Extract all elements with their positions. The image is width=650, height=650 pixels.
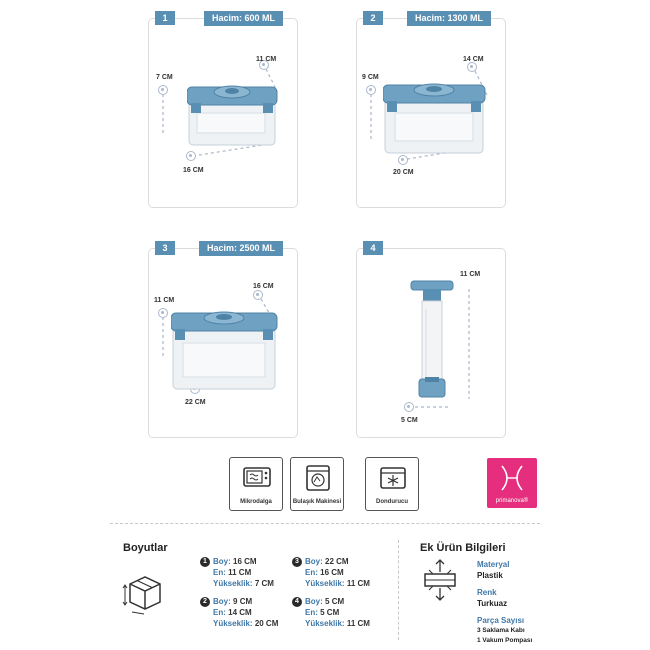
- product-card-2: [356, 13, 506, 208]
- dimension-marker: [158, 308, 168, 318]
- width-value: 14 CM: [228, 608, 252, 617]
- dimension-marker: [467, 62, 477, 72]
- dimension-row: [213, 579, 274, 588]
- container-image: [383, 77, 487, 159]
- height-value: 11 CM: [346, 619, 370, 628]
- width-key: En:: [305, 608, 318, 617]
- dimension-item-number: 3: [292, 557, 302, 567]
- color-key: Renk: [477, 588, 497, 597]
- material-icon: [419, 558, 461, 602]
- length-key: Boy:: [213, 557, 231, 566]
- height-value: 7 CM: [254, 579, 274, 588]
- dimension-row: [213, 568, 251, 577]
- color-value: Turkuaz: [477, 599, 508, 608]
- box-dimensions-icon: [122, 570, 168, 616]
- product-number-badge: 2: [363, 11, 383, 25]
- feature-microwave: [229, 457, 283, 511]
- dimension-marker: [186, 151, 196, 161]
- feature-label: Mikrodalga: [240, 499, 272, 505]
- parts-value-line2: 1 Vakum Pompası: [477, 637, 533, 644]
- depth-label: 11 CM: [256, 56, 277, 63]
- length-key: Boy:: [213, 597, 231, 606]
- height-key: Yükseklik:: [213, 619, 253, 628]
- dimensions-title: Boyutlar: [123, 542, 168, 554]
- microwave-icon: [243, 465, 271, 489]
- dimension-row: [305, 557, 349, 566]
- feature-freezer: [365, 457, 419, 511]
- width-key: En:: [305, 568, 318, 577]
- height-key: Yükseklik:: [213, 579, 253, 588]
- length-value: 5 CM: [325, 597, 345, 606]
- width-value: 16 CM: [320, 568, 344, 577]
- height-label: 11 CM: [154, 297, 175, 304]
- brand-mark-icon: [499, 464, 525, 492]
- container-image: [171, 305, 279, 395]
- dishwasher-icon: [304, 465, 332, 491]
- length-value: 22 CM: [325, 557, 349, 566]
- dimension-row: [305, 608, 339, 617]
- product-number-badge: 1: [155, 11, 175, 25]
- width-key: En:: [213, 608, 226, 617]
- dimension-item-number: 4: [292, 597, 302, 607]
- container-image: [187, 79, 279, 151]
- dimension-marker: [158, 85, 168, 95]
- dimension-row: [213, 557, 257, 566]
- length-key: Boy:: [305, 557, 323, 566]
- width-value: 11 CM: [228, 568, 252, 577]
- width-value: 5 CM: [320, 608, 340, 617]
- brand-logo: [487, 458, 537, 508]
- product-volume-badge: Hacim: 1300 ML: [407, 11, 491, 26]
- depth-label: 16 CM: [253, 283, 274, 290]
- feature-dishwasher: [290, 457, 344, 511]
- dimension-row: [305, 568, 344, 577]
- width-key: En:: [213, 568, 226, 577]
- length-value: 16 CM: [233, 557, 257, 566]
- dimension-marker: [404, 402, 414, 412]
- dimension-row: [213, 597, 252, 606]
- dimension-row: [213, 619, 278, 628]
- height-label: 9 CM: [362, 74, 379, 81]
- feature-label: Bulaşık Makinesi: [292, 499, 342, 505]
- dimension-item-number: 2: [200, 597, 210, 607]
- dimension-row: [305, 619, 370, 628]
- dimension-row: [305, 597, 344, 606]
- dimension-row: [213, 608, 252, 617]
- product-card-1: [148, 13, 298, 208]
- brand-name: primanova®: [495, 498, 529, 504]
- height-value: 11 CM: [346, 579, 370, 588]
- freezer-icon: [379, 465, 407, 491]
- product-card-4: [356, 243, 506, 438]
- dimension-marker: [366, 85, 376, 95]
- dimension-marker: [253, 290, 263, 300]
- height-value: 20 CM: [254, 619, 279, 628]
- feature-label: Dondurucu: [376, 499, 408, 505]
- width-label: 5 CM: [401, 417, 418, 424]
- vacuum-pump-image: [409, 279, 455, 401]
- info-title: Ek Ürün Bilgileri: [420, 542, 506, 554]
- section-divider: [110, 523, 540, 524]
- width-label: 22 CM: [185, 399, 206, 406]
- height-key: Yükseklik:: [305, 579, 345, 588]
- parts-key: Parça Sayısı: [477, 616, 525, 625]
- parts-value-line1: 3 Saklama Kabı: [477, 627, 525, 634]
- width-label: 20 CM: [393, 169, 414, 176]
- material-key: Materyal: [477, 560, 510, 569]
- dimension-row: [305, 579, 370, 588]
- product-volume-badge: Hacim: 2500 ML: [199, 241, 283, 256]
- length-key: Boy:: [305, 597, 323, 606]
- width-label: 16 CM: [183, 167, 204, 174]
- product-number-badge: 3: [155, 241, 175, 255]
- height-label: 11 CM: [460, 271, 481, 278]
- product-number-badge: 4: [363, 241, 383, 255]
- product-card-3: [148, 243, 298, 438]
- depth-label: 14 CM: [463, 56, 484, 63]
- height-label: 7 CM: [156, 74, 173, 81]
- section-divider-vertical: [398, 540, 399, 640]
- material-value: Plastik: [477, 571, 503, 580]
- length-value: 9 CM: [233, 597, 253, 606]
- height-key: Yükseklik:: [305, 619, 345, 628]
- dimension-item-number: 1: [200, 557, 210, 567]
- product-volume-badge: Hacim: 600 ML: [204, 11, 283, 26]
